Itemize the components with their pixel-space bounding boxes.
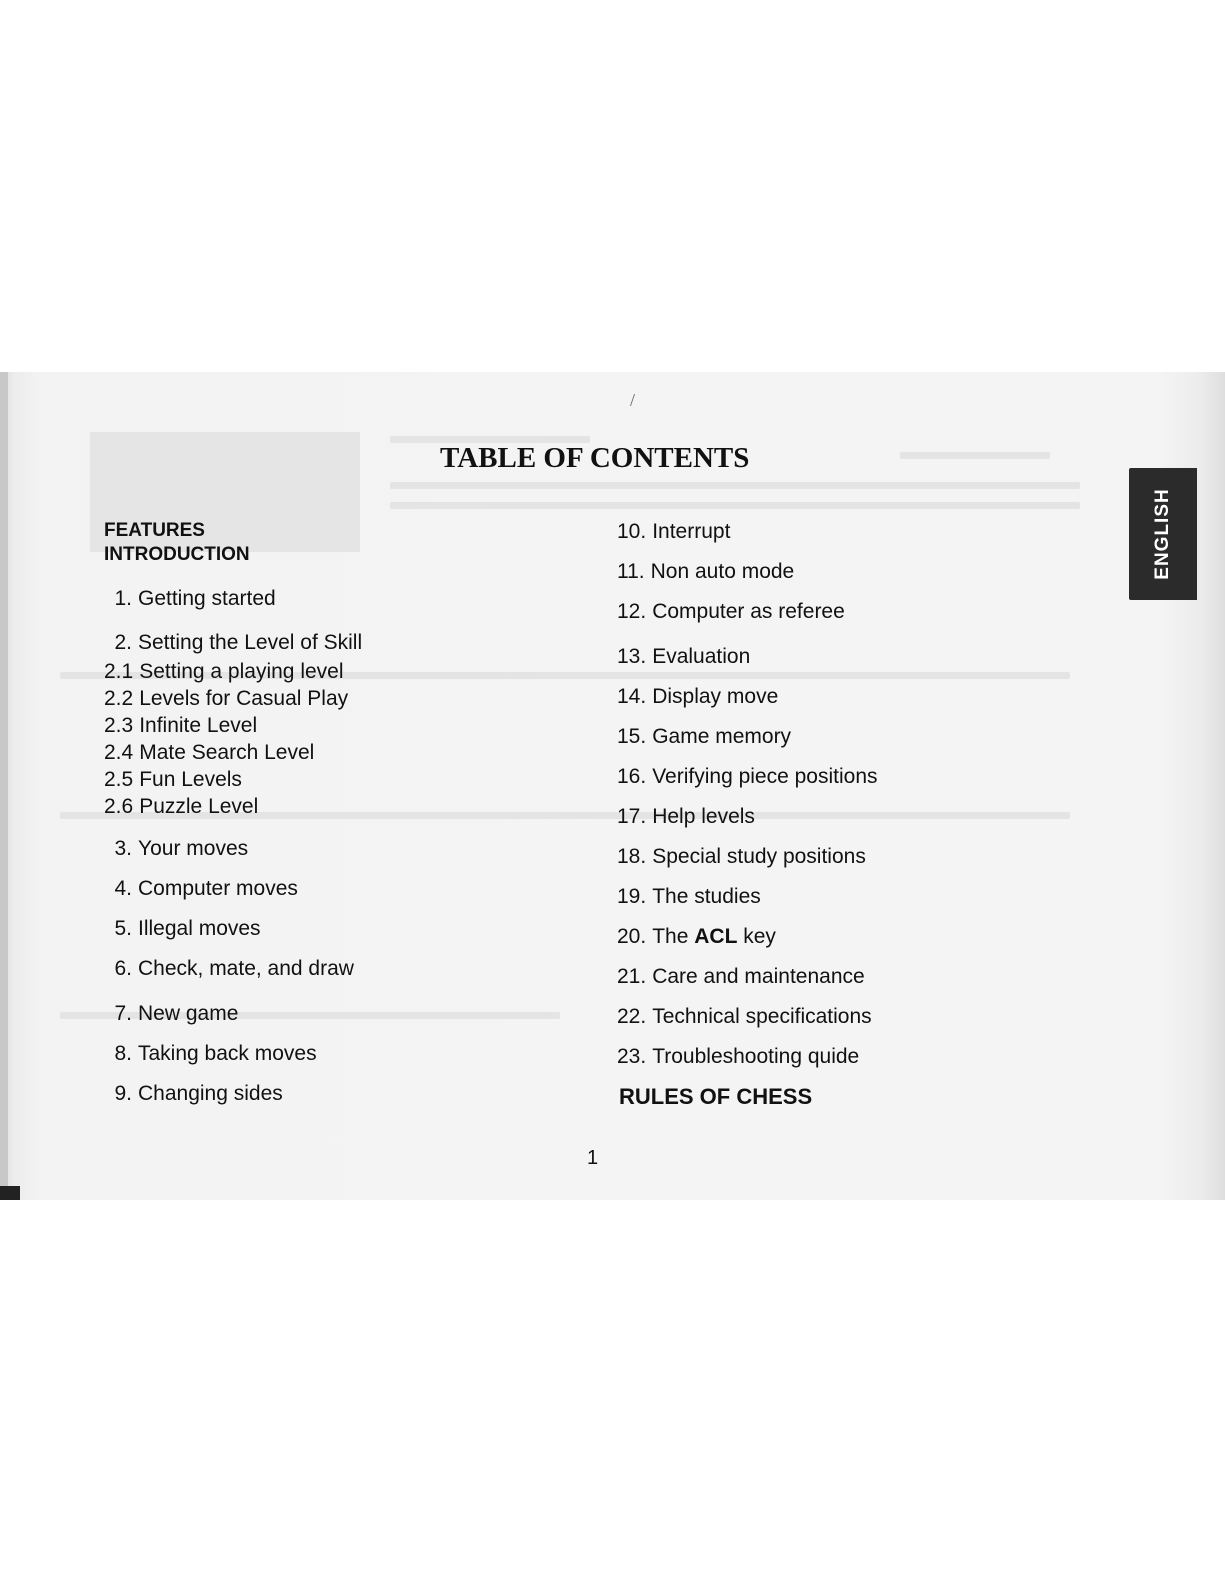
toc-entry: [617, 685, 778, 709]
toc-entry: [96, 1002, 238, 1026]
bleed-through-line: [900, 452, 1050, 459]
heading-features: FEATURES: [104, 520, 205, 541]
toc-entry: [104, 795, 258, 819]
toc-entry-text: Taking back moves: [138, 1042, 317, 1065]
toc-entry: [617, 965, 865, 989]
toc-entry-text: Fun Levels: [139, 768, 242, 791]
toc-entry-number: 2.4: [104, 741, 134, 764]
toc-entry-number: 2.1: [104, 660, 134, 683]
toc-entry-number: 7.: [114, 1002, 132, 1025]
toc-entry-text: Mate Search Level: [139, 741, 315, 764]
toc-entry-number: 2.2: [104, 687, 134, 710]
toc-entry-text: Infinite Level: [139, 714, 258, 737]
toc-entry-number: 13.: [617, 645, 647, 668]
toc-entry-text: Technical specifications: [652, 1005, 872, 1028]
toc-entry-number: 4.: [114, 877, 132, 900]
scanned-page: [0, 372, 1225, 1200]
toc-entry-number: 18.: [617, 845, 647, 868]
toc-entry: [96, 587, 276, 611]
toc-entry-number: 1.: [114, 587, 132, 610]
toc-entry-text: Check, mate, and draw: [138, 957, 354, 980]
toc-entry-text: Special study positions: [652, 845, 866, 868]
toc-entry: [617, 1045, 859, 1069]
toc-entry-number: 23.: [617, 1045, 647, 1068]
toc-entry: [617, 725, 791, 749]
toc-entry-number: 2.: [114, 631, 132, 654]
toc-entry-text-pre: The: [652, 925, 689, 948]
toc-entry: [96, 837, 248, 861]
toc-entry-text: Changing sides: [138, 1082, 283, 1105]
toc-entry-number: 19.: [617, 885, 647, 908]
toc-entry-text: Your moves: [138, 837, 249, 860]
toc-entry: [104, 687, 348, 711]
acl-key-label: ACL: [694, 925, 738, 948]
toc-entry: [617, 885, 761, 909]
page-edge-shadow: [0, 372, 8, 1200]
toc-entry-text: Interrupt: [652, 520, 731, 543]
toc-entry: [617, 805, 755, 829]
toc-entry: [96, 957, 354, 981]
toc-entry: [617, 645, 750, 669]
toc-entry: [104, 714, 257, 738]
toc-entry-number: 6.: [114, 957, 132, 980]
toc-entry: [104, 741, 314, 765]
toc-entry-number: 15.: [617, 725, 647, 748]
toc-entry-text: Setting the Level of Skill: [138, 631, 363, 654]
toc-entry: [617, 765, 878, 789]
toc-entry-text: Display move: [652, 685, 779, 708]
toc-entry-text: Computer moves: [138, 877, 298, 900]
toc-entry-text: Help levels: [652, 805, 755, 828]
toc-entry-text: Care and maintenance: [652, 965, 865, 988]
toc-entry-text: Game memory: [652, 725, 792, 748]
toc-entry: [104, 660, 344, 684]
toc-entry-text: Evaluation: [652, 645, 751, 668]
bleed-through-line: [390, 502, 1080, 509]
toc-entry-text: Getting started: [138, 587, 276, 610]
scan-edge-mark: [0, 1186, 20, 1200]
toc-entry: [96, 1042, 317, 1066]
toc-entry: [617, 560, 794, 584]
toc-entry-number: 2.6: [104, 795, 134, 818]
bleed-through-line: [390, 482, 1080, 489]
toc-entry-text: Puzzle Level: [139, 795, 259, 818]
toc-entry-text: Verifying piece positions: [652, 765, 878, 788]
toc-entry-number: 2.5: [104, 768, 134, 791]
toc-entry-text: Levels for Casual Play: [139, 687, 349, 710]
toc-entry-text: Troubleshooting quide: [652, 1045, 860, 1068]
language-tab: [1129, 468, 1197, 600]
toc-entry-number: 17.: [617, 805, 647, 828]
toc-entry: [96, 877, 298, 901]
toc-entry: [96, 1082, 283, 1106]
toc-entry: [617, 520, 730, 544]
toc-entry-number: 10.: [617, 520, 647, 543]
page-title: TABLE OF CONTENTS: [440, 442, 750, 474]
toc-entry-number: 8.: [114, 1042, 132, 1065]
language-tab-label: ENGLISH: [1152, 488, 1173, 580]
toc-entry-number: 14.: [617, 685, 647, 708]
toc-entry-number: 5.: [114, 917, 132, 940]
toc-entry-number: 20.: [617, 925, 647, 948]
toc-entry: [96, 631, 362, 655]
page-number: 1: [587, 1147, 599, 1169]
toc-entry-text: Non auto mode: [650, 560, 795, 583]
toc-entry: [617, 1005, 872, 1029]
toc-entry-number: 9.: [114, 1082, 132, 1105]
toc-entry: [104, 768, 242, 792]
toc-entry-number: 2.3: [104, 714, 134, 737]
heading-rules-of-chess: RULES OF CHESS: [619, 1084, 813, 1109]
toc-entry-number: 22.: [617, 1005, 647, 1028]
toc-entry-number: 3.: [114, 837, 132, 860]
toc-entry-number: 16.: [617, 765, 647, 788]
toc-entry-number: 21.: [617, 965, 647, 988]
toc-entry-text: The studies: [652, 885, 761, 908]
toc-entry-number: 12.: [617, 600, 647, 623]
toc-entry-text: New game: [138, 1002, 239, 1025]
toc-entry: [617, 600, 845, 624]
toc-entry-text: Illegal moves: [138, 917, 261, 940]
toc-entry-text: Computer as referee: [652, 600, 845, 623]
stray-mark: /: [630, 390, 636, 410]
toc-entry: [617, 845, 866, 869]
toc-entry: [96, 917, 261, 941]
heading-introduction: INTRODUCTION: [104, 544, 250, 565]
toc-entry-number: 11.: [617, 560, 645, 583]
toc-entry-text: Setting a playing level: [139, 660, 344, 683]
toc-entry-text-post: key: [743, 925, 776, 948]
toc-entry: [617, 925, 776, 949]
